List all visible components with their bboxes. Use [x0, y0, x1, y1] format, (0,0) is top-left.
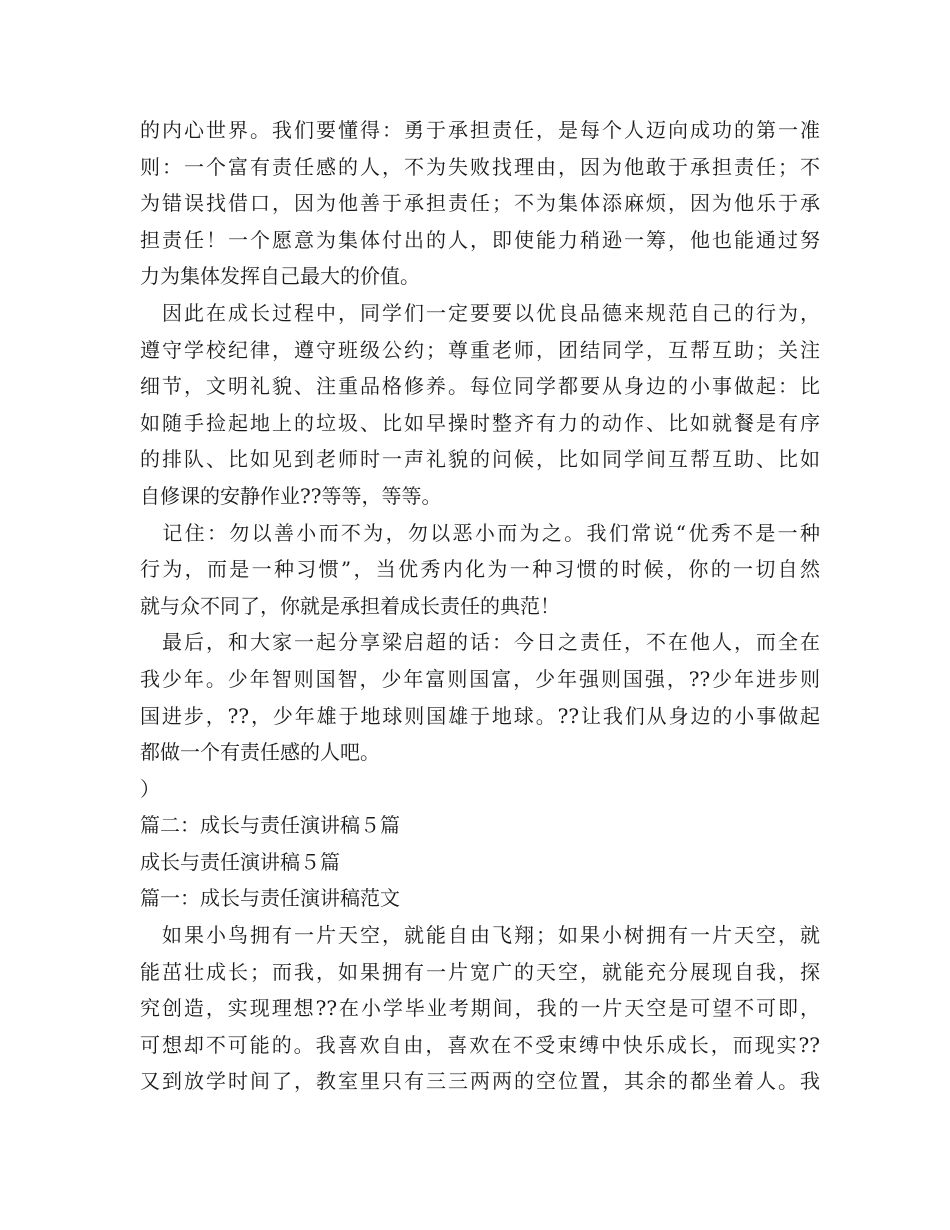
section-heading: 篇二：成长与责任演讲稿５篇	[140, 813, 400, 838]
text-line: 为错误找借口，因为他善于承担责任；不为集体添麻烦，因为他乐于承	[140, 191, 820, 216]
text-line: 力为集体发挥自己最大的价值。	[140, 264, 420, 289]
text-line: 可想却不可能的。我喜欢自由，喜欢在不受束缚中快乐成长，而现实??	[140, 1032, 820, 1057]
text-line: 都做一个有责任感的人吧。	[140, 740, 380, 765]
document-body	[140, 112, 820, 1100]
text-line: 担责任！一个愿意为集体付出的人，即使能力稍逊一筹，他也能通过努	[140, 227, 820, 252]
text-line: 则：一个富有责任感的人，不为失败找理由，因为他敢于承担责任；不	[140, 154, 820, 179]
text-line: 因此在成长过程中，同学们一定要要以优良品德来规范自己的行为，	[140, 300, 820, 325]
text-line: 又到放学时间了，教室里只有三三两两的空位置，其余的都坐着人。我	[140, 1069, 820, 1094]
text-line: 如随手捡起地上的垃圾、比如早操时整齐有力的动作、比如就餐是有序	[140, 410, 820, 435]
text-line: 国进步，??，少年雄于地球则国雄于地球。??让我们从身边的小事做起	[140, 703, 820, 728]
section-subheading: 成长与责任演讲稿５篇	[140, 849, 340, 874]
text-line: 自修课的安静作业??等等，等等。	[140, 483, 442, 508]
text-line: 细节，文明礼貌、注重品格修养。每位同学都要从身边的小事做起：比	[140, 374, 820, 399]
text-line: 的排队、比如见到老师时一声礼貌的问候，比如同学间互帮互助、比如	[140, 447, 820, 472]
text-line: 记住：勿以善小而不为，勿以恶小而为之。我们常说“优秀不是一种	[140, 520, 820, 545]
text-line: 遵守学校纪律，遵守班级公约；尊重老师，团结同学，互帮互助；关注	[140, 337, 820, 362]
text-line: 的内心世界。我们要懂得：勇于承担责任，是每个人迈向成功的第一准	[140, 118, 820, 142]
text-line: 究创造，实现理想??在小学毕业考期间，我的一片天空是可望不可即，	[140, 996, 820, 1021]
text-line: 就与众不同了，你就是承担着成长责任的典范！	[140, 593, 560, 618]
text-line: 如果小鸟拥有一片天空，就能自由飞翔；如果小树拥有一片天空，就	[140, 923, 820, 948]
text-line: 行为，而是一种习惯”，当优秀内化为一种习惯的时候，你的一切自然	[140, 557, 820, 582]
text-line: 最后，和大家一起分享梁启超的话：今日之责任，不在他人，而全在	[140, 630, 820, 655]
text-line: 能茁壮成长；而我，如果拥有一片宽广的天空，就能充分展现自我，探	[140, 959, 820, 984]
section-subheading: 篇一：成长与责任演讲稿范文	[140, 886, 400, 911]
text-line: 我少年。少年智则国智，少年富则国富，少年强则国强，??少年进步则	[140, 666, 820, 691]
text-line: ）	[140, 776, 160, 801]
